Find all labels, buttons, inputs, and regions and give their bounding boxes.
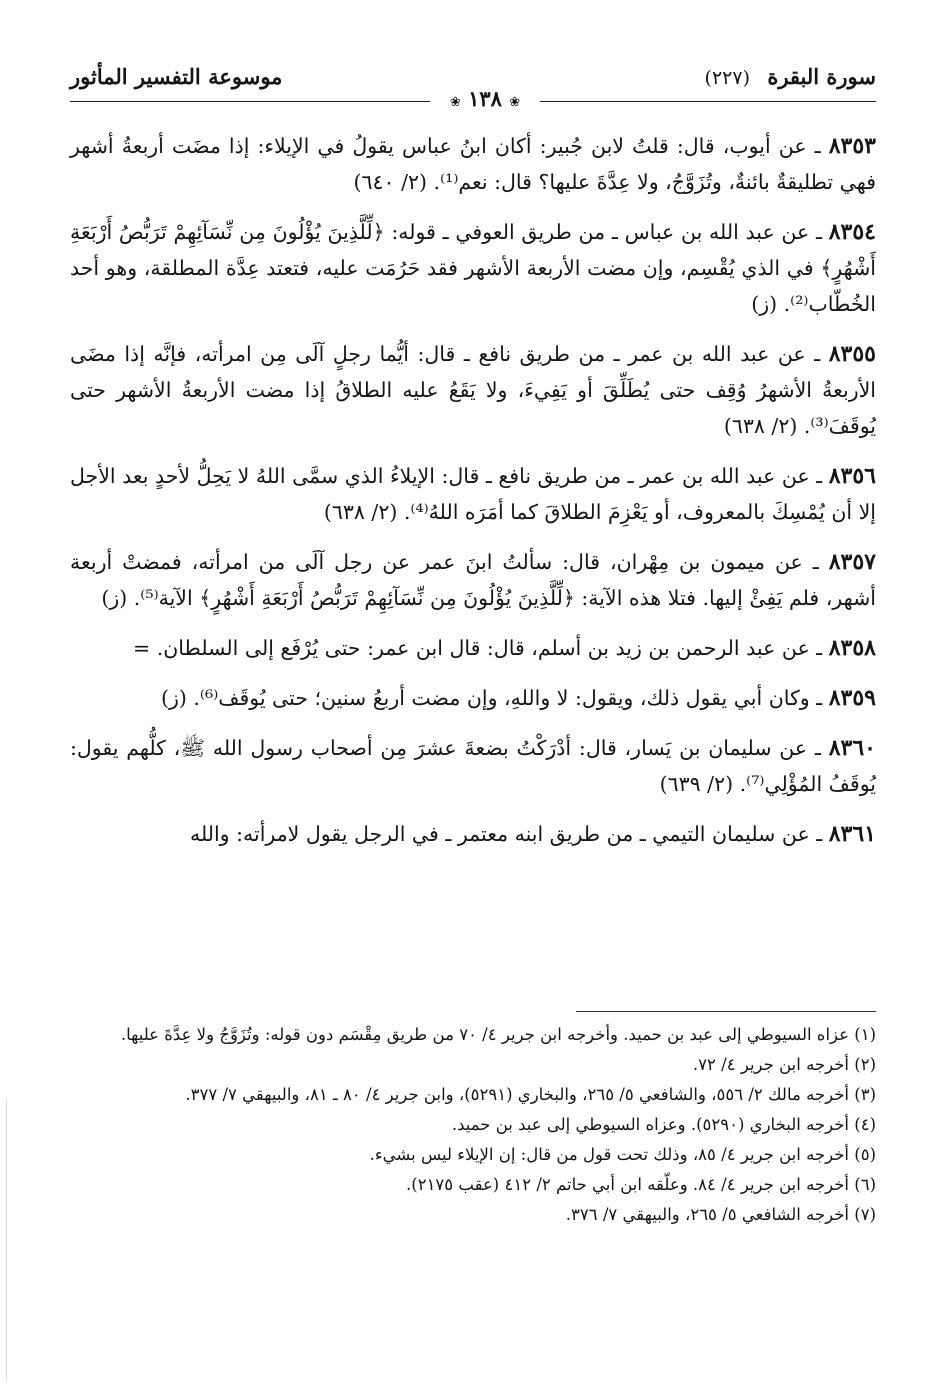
footnote-separator [576,1011,876,1012]
entry-number: ٨٣٥٩ [828,685,876,711]
footnote: (٧) أخرجه الشافعي ٥/ ٢٦٥، والبيهقي ٧/ ٣٧٦. [565,1205,876,1224]
narration-entry [70,680,876,716]
narration-entry [70,458,876,530]
entry-text: ـ عن سليمان بن يَسار، قال: أدْرَكْتُ بضعةَ عشرَ مِن أصحاب رسول الله ﷺ، كلُّهم يقول: يُوقَفُ المُؤْلِي⁽⁷⁾. [70,736,876,796]
entry-number: ٨٣٥٨ [828,635,876,661]
entry-text: ـ عن عبد الله بن عمر ـ من طريق نافع ـ قال: أيُّما رجلٍ آلَى مِن امرأته، فإنَّه إذا مضَى الأربعةُ الأشهرُ وُقِف حتى يُطَلِّقَ أو يَفِيءَ، ولا يَقَعُ عليه الطلاقُ إذا مضت الأربعةُ الأشهر حتى يُوقَفَ⁽³⁾. [70,342,876,438]
narration-entry [70,128,876,200]
narration-entry [70,544,876,616]
footnote: (٣) أخرجه مالك ٢/ ٥٥٦، والشافعي ٥/ ٢٦٥، والبخاري (٥٢٩١)، وابن جرير ٤/ ٨٠ ـ ٨١، والبيهقي ٧/ ٣٧٧. [185,1085,876,1104]
entry-reference: (٢/ ٦٤٠) [353,170,428,194]
entry-reference: (ز) [751,292,778,316]
entry-text: ـ عن أيوب، قال: قلتُ لابن جُبير: أكان ابنُ عباس يقولُ في الإيلاء: إذا مضَت أربعةُ أشهر فهي تطليقةٌ بائنةٌ، وتُزَوَّجُ، ولا عِدَّةَ عليها؟ قال: نعم⁽¹⁾. [70,134,876,194]
entry-reference: (٢/ ٦٣٨) [323,500,398,524]
surah-heading [705,64,876,89]
page-number: ١٣٨ [468,86,502,111]
page-header [70,58,876,111]
entry-number: ٨٣٥٧ [828,549,876,575]
entry-number: ٨٣٥٤ [828,219,876,245]
ornament-icon: ❀ [449,95,461,110]
footnote: (٦) أخرجه ابن جرير ٤/ ٨٤. وعلّقه ابن أبي حاتم ٢/ ٤١٢ (عقب ٢١٧٥). [406,1175,876,1194]
narration-entry [70,816,876,852]
narration-entry [70,630,876,666]
narration-entry [70,730,876,802]
entry-text: ـ عن عبد الرحمن بن زيد بن أسلم، قال: قال ابن عمر: حتى يُرْفَع إلى السلطان. = [133,636,823,660]
entry-reference: (٢/ ٦٣٨) [723,414,798,438]
entry-text: ـ عن ميمون بن مِهْران، قال: سألتُ ابنَ عمر عن رجل آلَى من امرأته، فمضتْ أربعة أشهر، فلم يَفِئْ إليها. فتلا هذه الآية: ﴿لِّلَّذِينَ يُؤْلُونَ مِن نِّسَآئِهِمْ تَرَبُّصُ أَرْبَعَةِ أَشْهُرٍ﴾ الآية⁽⁵⁾. [70,550,876,610]
narration-list [70,128,876,866]
narration-entry [70,214,876,322]
page-number-box [430,86,540,112]
footnote: (١) عزاه السيوطي إلى عبد بن حميد. وأخرجه ابن جرير ٤/ ٧٠ من طريق مِقْسَم دون قوله: وتُزَوَّجُ ولا عِدَّةَ عليها. [120,1025,876,1044]
footnote: (٢) أخرجه ابن جرير ٤/ ٧٢. [692,1055,876,1074]
entry-text: ـ عن عبد الله بن عمر ـ من طريق نافع ـ قال: الإيلاءُ الذي سمَّى اللهُ لا يَحِلُّ لأحدٍ بعد الأجل إلا أن يُمْسِكَ بالمعروف، أو يَعْزِمَ الطلاقَ كما أمَرَه اللهُ⁽⁴⁾. [70,464,876,524]
ornament-icon: ❀ [509,95,521,110]
entry-reference: (ز) [101,586,128,610]
verse-number: (٢٢٧) [704,67,750,89]
entry-text: ـ عن عبد الله بن عباس ـ من طريق العوفي ـ قوله: ﴿لِّلَّذِينَ يُؤْلُونَ مِن نِّسَآئِهِمْ تَرَبُّصُ أَرْبَعَةِ أَشْهُرٍ﴾ في الذي يُقْسِم، وإن مضت الأربعة الأشهر فقد حَرُمَت عليه، فتعتد عِدَّة المطلقة، وهو أحد الخُطّاب⁽²⁾. [70,220,876,316]
entry-text: ـ عن سليمان التيمي ـ من طريق ابنه معتمر ـ في الرجل يقول لامرأته: والله [189,822,823,846]
entry-reference: (٢/ ٦٣٩) [659,772,734,796]
footnote: (٥) أخرجه ابن جرير ٤/ ٨٥، وذلك تحت قول من قال: إن الإيلاء ليس بشيء. [369,1145,876,1164]
entry-number: ٨٣٥٥ [828,341,876,367]
footnotes [70,1022,876,1232]
entry-number: ٨٣٦٠ [828,735,876,761]
entry-number: ٨٣٦١ [828,821,876,847]
entry-number: ٨٣٥٣ [828,133,876,159]
footnote: (٤) أخرجه البخاري (٥٢٩٠). وعزاه السيوطي إلى عبد بن حميد. [451,1115,876,1134]
narration-entry [70,336,876,444]
entry-number: ٨٣٥٦ [828,463,876,489]
surah-name: سورة البقرة [767,64,876,89]
scan-margin-line [6,1100,7,1380]
entry-reference: (ز) [160,686,187,710]
book-title: موسوعة التفسير المأثور [70,64,283,89]
entry-text: ـ وكان أبي يقول ذلك، ويقول: لا واللهِ، وإن مضت أربعُ سنين؛ حتى يُوقَف⁽⁶⁾. [193,686,823,710]
